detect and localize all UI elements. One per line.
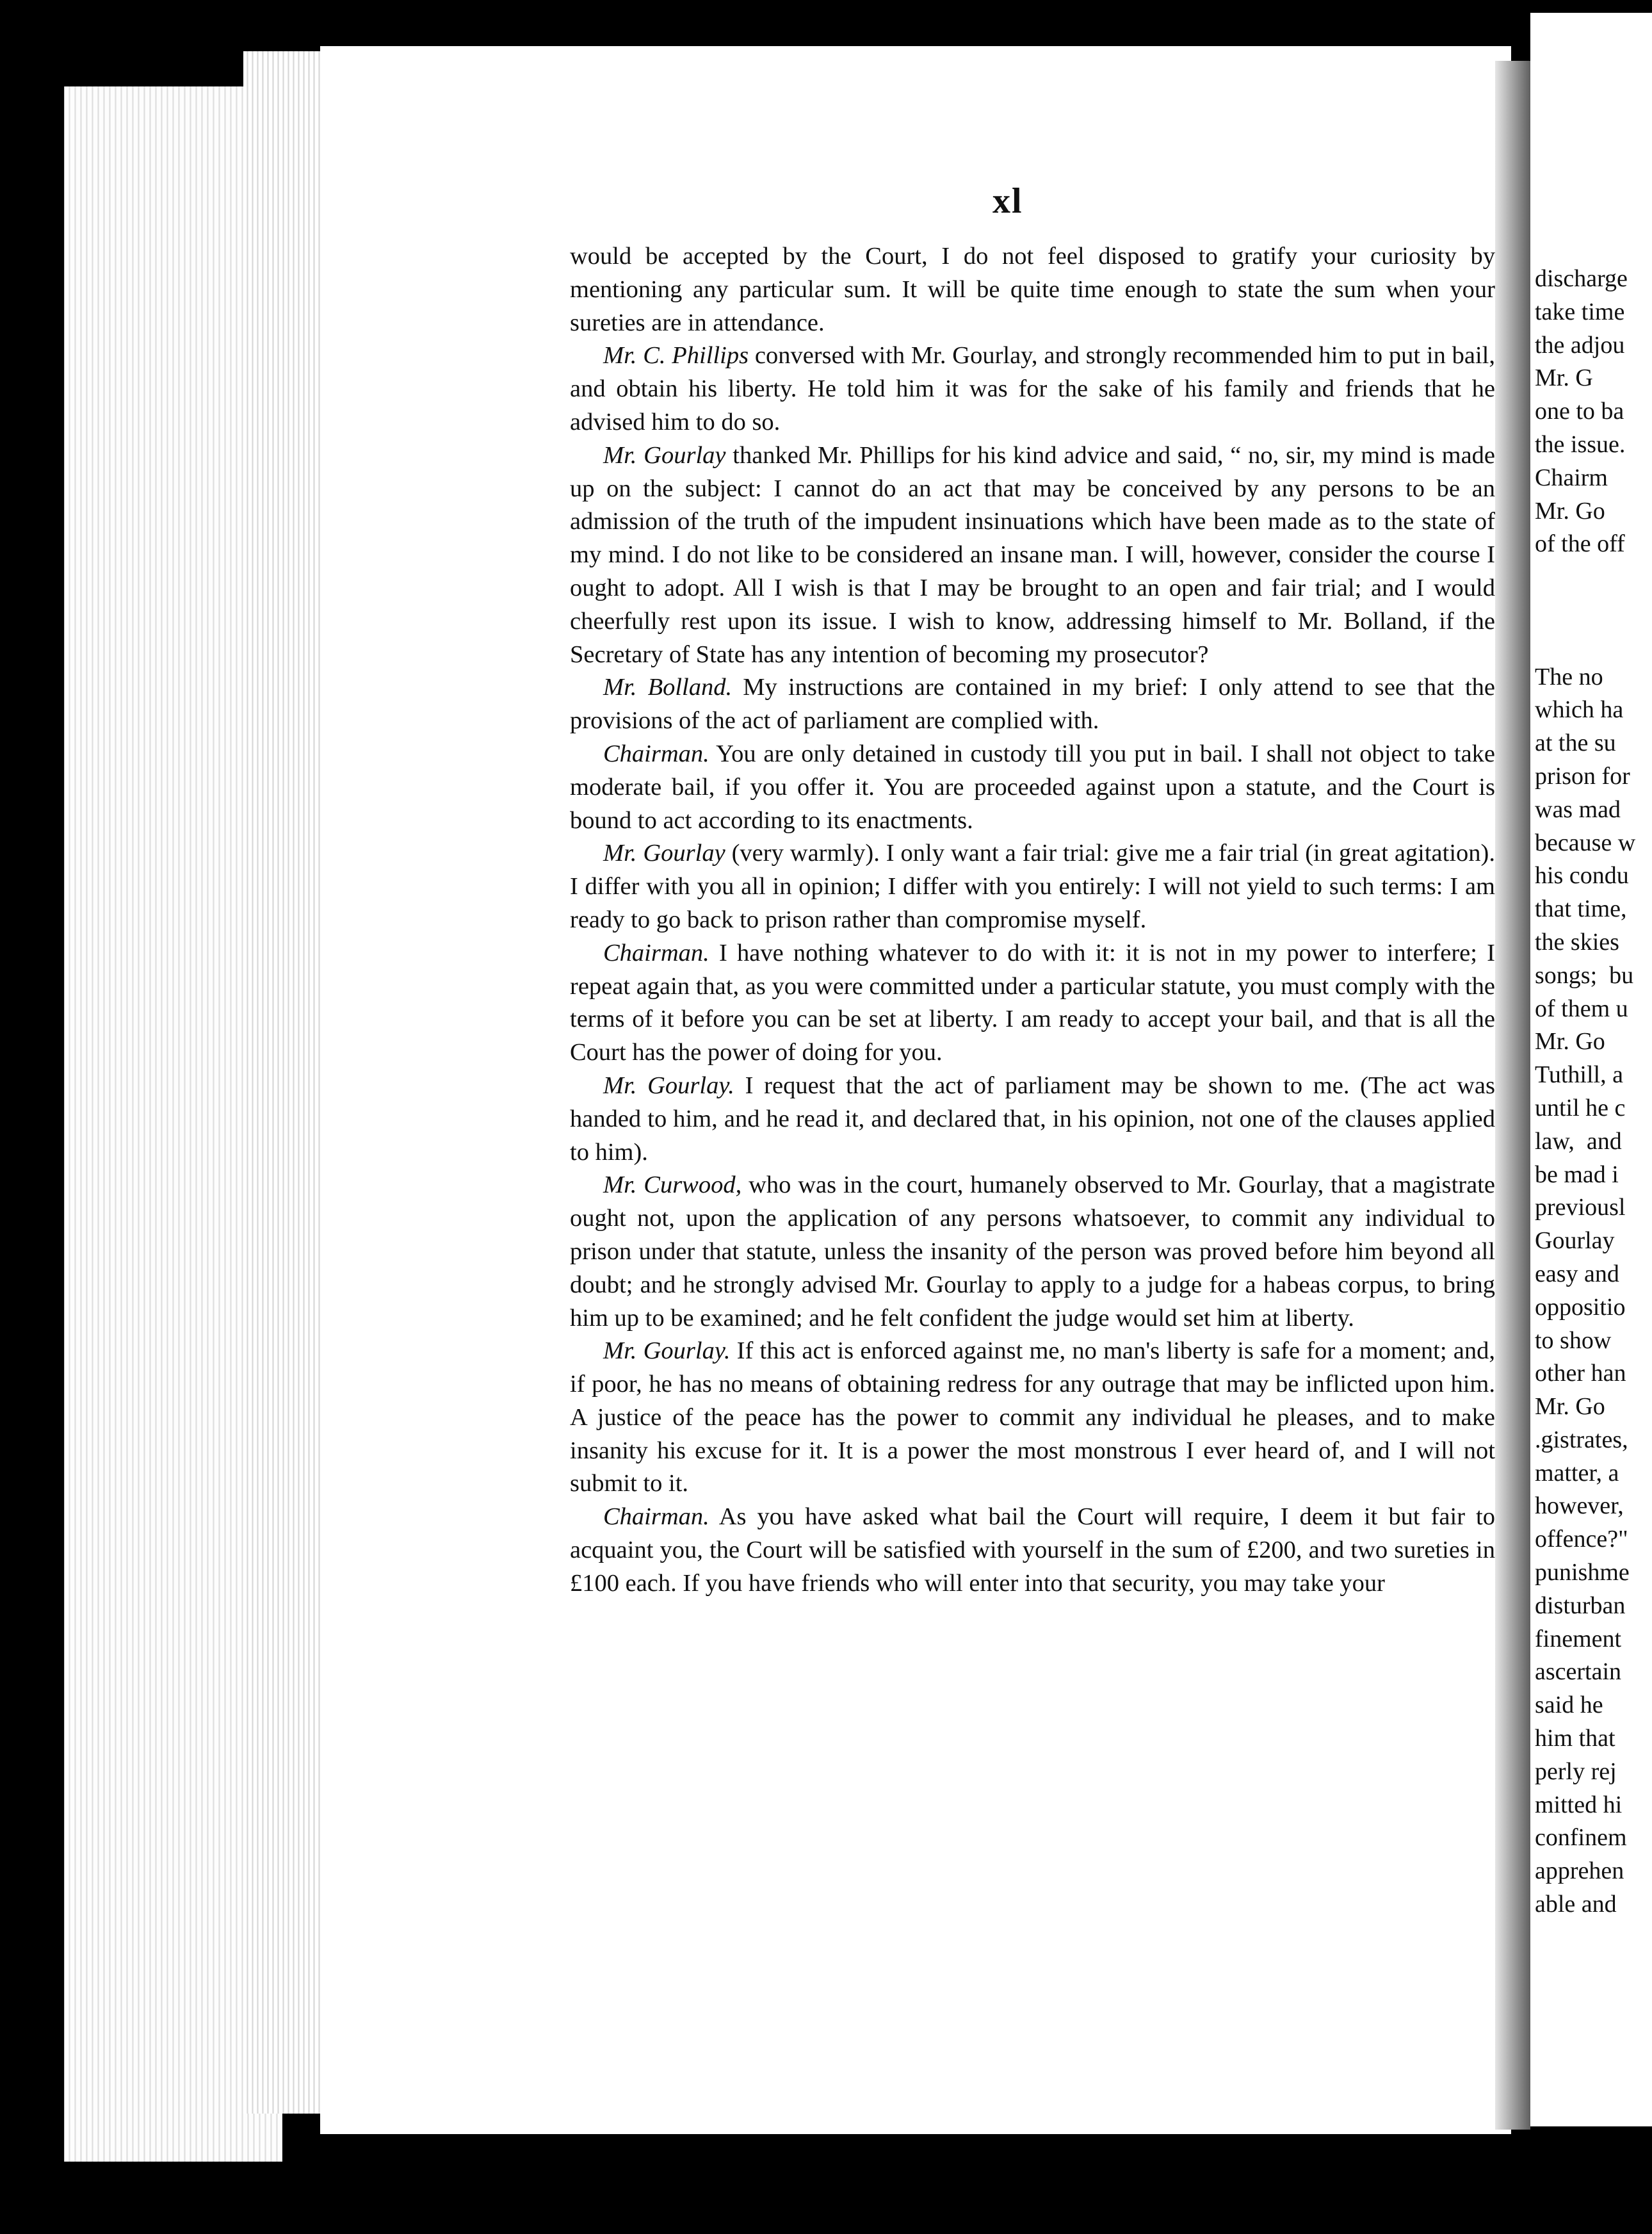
page-body — [570, 240, 1495, 1601]
speaker-name: Chairman. — [603, 740, 709, 767]
paragraph — [570, 738, 1495, 837]
paragraph-text: (very warmly). I only want a fair trial: give me a fair trial (in great agitation). I differ with you all in opinion; I differ with you entirely: I will not yield to such terms: I am ready to go back to prison rather than compromise myself. — [570, 840, 1495, 933]
paragraph-text: thanked Mr. Phillips for his kind advice and said, “ no, sir, my mind is made up on the subject: I cannot do an act that may be conceived by any persons to be an admission of the truth of the impudent insinuations which have been made as to the state of my mind. I do not like to be considered an insane man. I will, however, consider the course I ought to adopt. All I wish is that I may be brought to an open and fair trial; and I would cheerfully rest upon its issue. I wish to know, addressing himself to Mr. Bolland, if the Secretary of State has any intention of becoming my prosecutor? — [570, 441, 1495, 668]
paragraph-text: You are only detained in custody till you put in bail. I shall not object to take moderate bail, if you offer it. You are proceeded against upon a statute, and the Court is bound to act according to its enactments. — [570, 740, 1495, 834]
paragraph-text: If this act is enforced against me, no man's liberty is safe for a moment; and, if poor, he has no means of obtaining redress for any outrage that may be inflicted upon him. A justice of the peace has the power to commit any individual he pleases, and to make insanity his excuse for it. It is a power the most monstrous I ever heard of, and I will not submit to it. — [570, 1337, 1495, 1497]
paragraph-text: My instructions are contained in my brief: I only attend to see that the provisions of the act of parliament are complied with. — [570, 674, 1495, 735]
paragraph-text: I request that the act of parliament may be shown to me. (The act was handed to him, and he read it, and declared that, in his opinion, not one of the clauses applied to him). — [570, 1072, 1495, 1166]
speaker-name: Mr. Gourlay. — [603, 1072, 734, 1099]
paragraph — [570, 1070, 1495, 1169]
speaker-name: Mr. Curwood, — [603, 1171, 742, 1199]
paragraph — [570, 1169, 1495, 1335]
paragraph-text: As you have asked what bail the Court will require, I deem it but fair to acquaint you, the Court will be satisfied with yourself in the sum of £200, and two sureties in £100 each. If you have friends who will enter into that security, you may take your — [570, 1503, 1495, 1597]
paragraph-text: conversed with Mr. Gourlay, and strongly recommended him to put in bail, and obtain his liberty. He told him it was for the sake of his family and friends that he advised him to do so. — [570, 342, 1495, 436]
paragraph — [570, 937, 1495, 1070]
paragraph — [570, 671, 1495, 738]
paragraph — [570, 339, 1495, 439]
paragraph — [570, 1501, 1495, 1600]
page-number: xl — [992, 181, 1023, 221]
speaker-name: Mr. Gourlay — [603, 441, 726, 469]
speaker-name: Mr. Gourlay — [603, 840, 725, 867]
paragraph — [570, 439, 1495, 672]
speaker-name: Mr. C. Phillips — [603, 342, 749, 370]
page-edges-stack — [243, 51, 333, 2114]
speaker-name: Chairman. — [603, 939, 709, 966]
paragraph — [570, 1335, 1495, 1501]
paragraph-text: would be accepted by the Court, I do not feel disposed to gratify your curiosity by mentioning any particular sum. It will be quite time enough to state the sum when your sureties are in attendance. — [570, 243, 1495, 336]
paragraph-text: I have nothing whatever to do with it: it is not in my power to interfere; I repeat again that, as you were committed under a particular statute, you must comply with the terms of it before you can be set at liberty. I am ready to accept your bail, and that is all the Court has the power of doing for you. — [570, 939, 1495, 1066]
right-page-text-fragments: discharge take time the adjou Mr. G one to ba the issue. Chairm Mr. Go of the off The no which ha at the su prison for was mad because w his condu that time, the skies songs; bu of them u Mr. Go Tuthill, a until he c law, and be mad i previousl Gourlay easy and oppositio to show other han Mr. Go .gistrates, matter, a however, offence?" punishme disturban finement ascertain said he him that perly rej mitted hi confinem apprehen able and — [1535, 265, 1636, 1918]
book-gutter — [1495, 61, 1530, 2130]
speaker-name: Chairman. — [603, 1503, 709, 1531]
paragraph — [570, 837, 1495, 936]
paragraph — [570, 240, 1495, 339]
speaker-name: Mr. Gourlay. — [603, 1337, 731, 1365]
paragraph-text: who was in the court, humanely observed to Mr. Gourlay, that a magistrate ought not, upon the application of any persons whatsoever, to commit any individual to prison under that statute, unless the insanity of the person was proved before him beyond all doubt; and he strongly advised Mr. Gourlay to apply to a judge for a habeas corpus, to bring him up to be examined; and he felt confident the judge would set him at liberty. — [570, 1171, 1495, 1332]
speaker-name: Mr. Bolland. — [603, 674, 733, 701]
